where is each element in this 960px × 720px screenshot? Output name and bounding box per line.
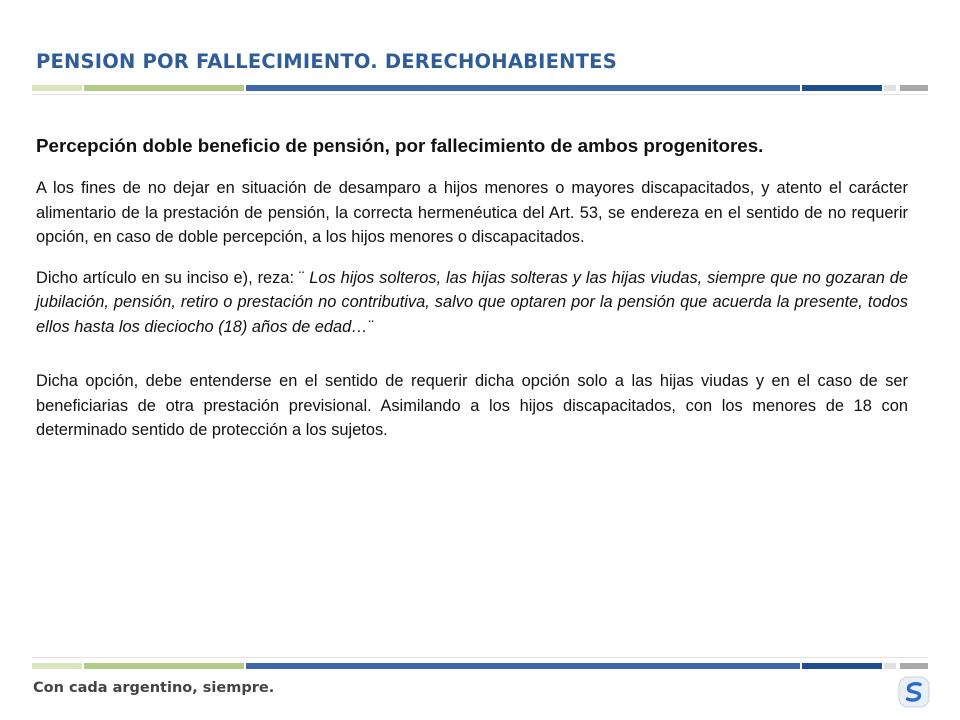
bar-segment-green — [84, 663, 244, 669]
footer-slogan — [33, 680, 274, 696]
bar-segment-dark-blue — [802, 663, 882, 669]
bar-segment-gray — [900, 663, 928, 669]
bar-segment-blue — [246, 85, 800, 91]
section-heading: Percepción doble beneficio de pensión, por fallecimiento de ambos progenitores. — [36, 135, 764, 156]
bar-segment-blue — [246, 663, 800, 669]
bar-segment-gray — [900, 85, 928, 91]
paragraph-3: Dicha opción, debe entenderse en el sentido de requerir dicha opción solo a las hijas viudas y en el caso de ser beneficiarias de otra prestación previsional. Asimilando a los hijos discapacitados, con los menores de 18 con determinado sentido de protección a los sujetos. — [36, 372, 908, 439]
bar-segment-green — [84, 85, 244, 91]
paragraph-2 — [36, 266, 908, 340]
slide-title: PENSION POR FALLECIMIENTO. DERECHOHABIENTES — [36, 50, 617, 73]
article-quote: Los hijos solteros, las hijas solteras y las hijas viudas, siempre que no gozaran de jubilación, pensión, retiro o prestación no contributiva, salvo que optaren por la pensión que acuerda la presente, todos ellos hasta los dieciocho (18) años de edad…¨ — [36, 268, 908, 336]
slide-body — [36, 133, 908, 459]
header-thin-line — [32, 94, 928, 95]
footer-color-bar — [32, 663, 928, 669]
bar-segment-light-green — [32, 663, 82, 669]
bar-segment-dark-blue — [802, 85, 882, 91]
slogan-prefix: Con cada argentino, — [33, 680, 203, 696]
paragraph-1: A los fines de no dejar en situación de desamparo a hijos menores o mayores discapacitados, y atento el carácter alimentario de la prestación de pensión, la correcta hermenéutica del Art. 53, se endereza en el sentido de no requerir opción, en caso de doble percepción, a los hijos menores o discapacitados. — [36, 179, 908, 246]
header-color-bar — [32, 85, 928, 91]
bar-segment-light-gray — [884, 663, 896, 669]
slogan-emphasis: siempre. — [202, 680, 275, 696]
bar-segment-light-gray — [884, 85, 896, 91]
institution-logo-icon — [898, 676, 930, 708]
footer-thin-line — [32, 657, 928, 658]
bar-segment-light-green — [32, 85, 82, 91]
paragraph-2-intro: Dicho artículo en su inciso e), reza: ¨ — [36, 268, 310, 287]
